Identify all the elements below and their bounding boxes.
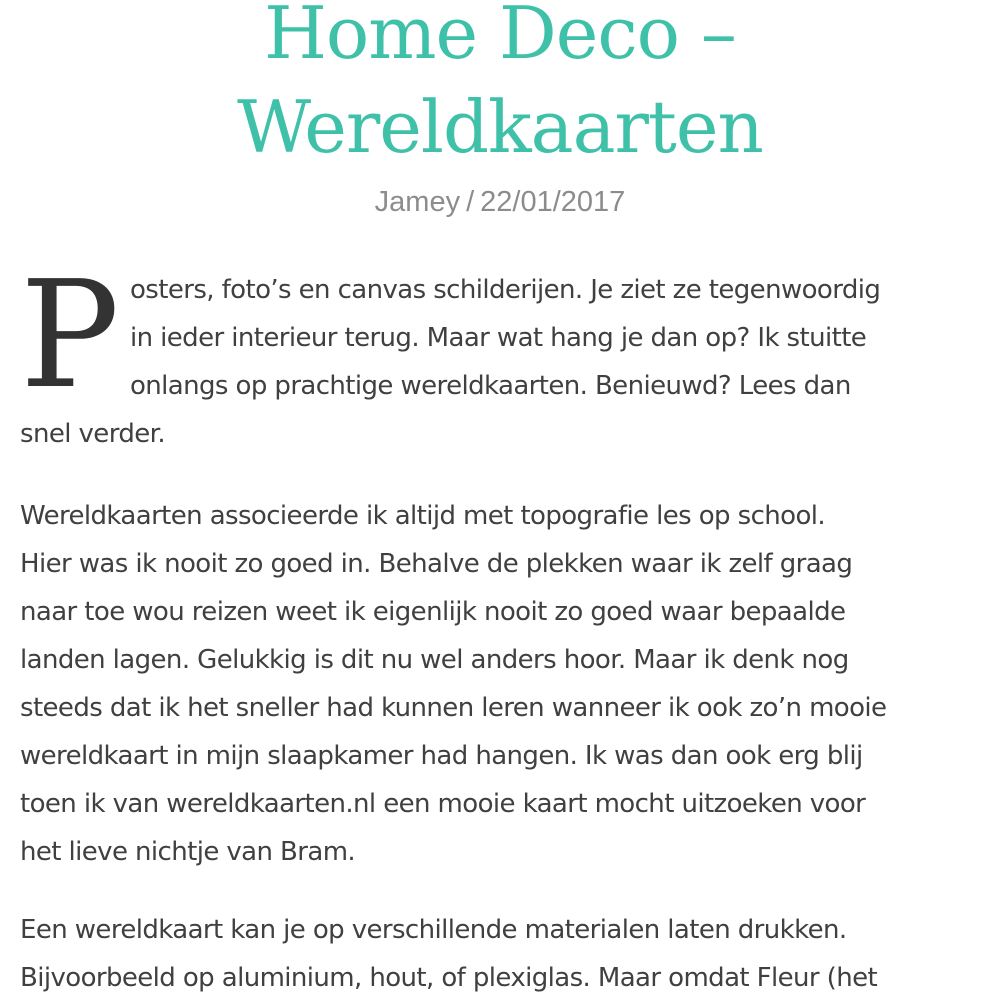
post-title-line-2[interactable]: Wereldkaarten xyxy=(237,85,763,169)
paragraph-line: naar toe wou reizen weet ik eigenlijk nooit zo goed waar bepaalde xyxy=(20,597,846,627)
paragraph-1 xyxy=(20,249,980,458)
paragraph-line: osters, foto’s en canvas schilderijen. Je ziet ze tegenwoordig xyxy=(130,275,881,305)
post-title-line-1[interactable]: Home Deco – xyxy=(264,0,736,75)
post-author-link[interactable]: Jamey xyxy=(374,186,461,218)
paragraph-line: Hier was ik nooit zo goed in. Behalve de plekken waar ik zelf graag xyxy=(20,549,853,579)
paragraph-line: Een wereldkaart kan je op verschillende materialen laten drukken. xyxy=(20,915,847,945)
paragraph-line: het lieve nichtje van Bram. xyxy=(20,837,356,867)
paragraph-line: steeds dat ik het sneller had kunnen leren wanneer ik ook zo’n mooie xyxy=(20,693,887,723)
paragraph-3 xyxy=(20,906,980,1000)
meta-separator: / xyxy=(466,186,475,218)
drop-cap: P xyxy=(20,249,119,421)
paragraph-line: Bijvoorbeeld op aluminium, hout, of plexiglas. Maar omdat Fleur (het xyxy=(20,963,878,993)
paragraph-line: Wereldkaarten associeerde ik altijd met topografie les op school. xyxy=(20,501,826,531)
paragraph-2 xyxy=(20,492,980,876)
post-title[interactable] xyxy=(0,0,1000,174)
paragraph-line: onlangs op prachtige wereldkaarten. Benieuwd? Lees dan xyxy=(130,371,851,401)
paragraph-line: toen ik van wereldkaarten.nl een mooie kaart mocht uitzoeken voor xyxy=(20,789,866,819)
post-meta xyxy=(0,182,1000,222)
post-date-link[interactable]: 22/01/2017 xyxy=(480,186,626,218)
paragraph-line: landen lagen. Gelukkig is dit nu wel anders hoor. Maar ik denk nog xyxy=(20,645,849,675)
paragraph-line: snel verder. xyxy=(20,419,165,449)
paragraph-line: in ieder interieur terug. Maar wat hang je dan op? Ik stuitte xyxy=(130,323,867,353)
paragraph-line: wereldkaart in mijn slaapkamer had hangen. Ik was dan ook erg blij xyxy=(20,741,863,771)
